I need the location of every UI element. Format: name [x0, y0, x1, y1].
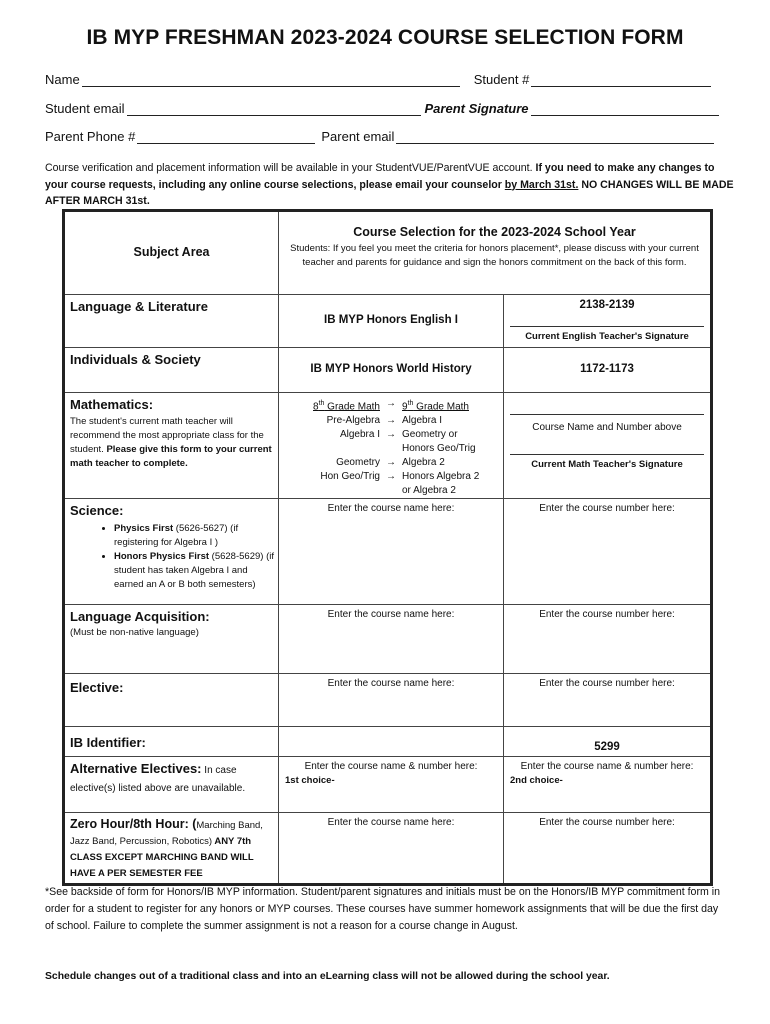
- alt-electives-subject: Alternative Electives: In case elective(s) listed above are unavailable.: [64, 757, 279, 813]
- english-teacher-signature-field[interactable]: [510, 313, 704, 327]
- math-subject: Mathematics: The student's current math teacher will recommend the most appropriate class for the student. Please give this form to your current math teacher to complete.: [64, 393, 279, 499]
- intro-warning: NO CHANGES WILL BE MADE AFTER MARCH 31st.: [45, 178, 734, 207]
- table-row: [64, 348, 712, 393]
- form-title: IB MYP FRESHMAN 2023-2024 COURSE SELECTION FORM: [86, 26, 684, 49]
- parent-email-field[interactable]: [396, 131, 714, 144]
- science-course-name-field[interactable]: Enter the course name here:: [279, 499, 504, 605]
- table-header-row: [64, 211, 712, 295]
- subject-area-header: Subject Area: [64, 211, 279, 295]
- parent-signature-field[interactable]: [531, 103, 719, 116]
- parent-contact-row: [45, 129, 725, 144]
- zero-hour-course-number-field[interactable]: Enter the course number here:: [504, 813, 712, 885]
- ind-soc-subject: Individuals & Society: [64, 348, 279, 393]
- lang-lit-course: IB MYP Honors English I: [279, 295, 504, 348]
- ib-identifier-blank: [279, 727, 504, 757]
- list-item: • Physics First (5626-5627) (if registering for Algebra I ): [114, 522, 274, 550]
- parent-phone-field[interactable]: [137, 131, 315, 144]
- course-selection-header: [279, 211, 712, 295]
- alt-elective-second-choice-field[interactable]: Enter the course name & number here: 2nd choice-: [504, 757, 712, 813]
- parent-email-label: Parent email: [321, 129, 395, 144]
- science-subject: Science: • Physics First (5626-5627) (if registering for Algebra I ) • Honors Physics First (5628-5629) (if student has taken Algebra I and earned an A or B both semesters): [64, 499, 279, 605]
- honors-footnote: *See backside of form for Honors/IB MYP information. Student/parent signatures and initials must be on the Honors/IB MYP commitment form in order for a student to register for any honors or MYP courses. These courses have summer homework assignments that will be due the first day of school. Failure to complete the summer assignment is not a reason for a course change in August.: [45, 886, 720, 932]
- lang-lit-number: 2138-2139 Current English Teacher's Signature: [504, 295, 712, 348]
- ind-soc-course: IB MYP Honors World History: [279, 348, 504, 393]
- elective-course-name-field[interactable]: Enter the course name here:: [279, 674, 504, 727]
- intro-bold: If you need to make any changes to your course requests, including any online course selections, please email your counselor: [45, 162, 715, 191]
- table-row: [64, 393, 712, 499]
- email-row: [45, 101, 725, 116]
- intro-paragraph: [45, 160, 735, 210]
- student-number-field[interactable]: [531, 74, 711, 87]
- grade9-heading: 9th Grade Math: [402, 400, 469, 413]
- honors-note: Students: If you feel you meet the criteria for honors placement*, please discuss with your current teacher and parents for guidance and sign the honors commitment on the back of this form.: [290, 242, 699, 268]
- student-email-field[interactable]: [127, 103, 421, 116]
- math-pathway: 8th Grade Math → 9th Grade Math Pre-Algebra → Algebra I Algebra I → Geometry or Honors Geo/Trig Geometry → Algebra 2 Hon Geo/Trig → Honors Algebra 2 or Algebra 2: [279, 393, 504, 499]
- table-row: [64, 499, 712, 605]
- course-selection-title: Course Selection for the 2023-2024 School Year: [353, 225, 636, 239]
- elective-course-number-field[interactable]: Enter the course number here:: [504, 674, 712, 727]
- parent-signature-label: Parent Signature: [424, 101, 529, 116]
- alt-elective-first-choice-field[interactable]: Enter the course name & number here: 1st choice-: [279, 757, 504, 813]
- english-signature-label: Current English Teacher's Signature: [525, 330, 689, 342]
- intro-text: Course verification and placement information will be available in your StudentVUE/ParentVUE account.: [45, 162, 536, 174]
- math-signature-label: Current Math Teacher's Signature: [531, 458, 683, 470]
- elearning-warning: Schedule changes out of a traditional class and into an eLearning class will not be allowed during the school year.: [45, 971, 610, 982]
- table-row: [64, 605, 712, 674]
- intro-deadline: by March 31st.: [504, 178, 579, 191]
- table-row: [64, 295, 712, 348]
- ind-soc-number: 1172-1173: [504, 348, 712, 393]
- math-course-label: Course Name and Number above: [532, 422, 682, 433]
- first-choice-label: 1st choice-: [285, 774, 335, 786]
- lang-acq-subject: Language Acquisition: (Must be non-native language): [64, 605, 279, 674]
- course-selection-table: [62, 209, 713, 886]
- math-teacher-signature-field[interactable]: [510, 435, 704, 455]
- table-row: [64, 727, 712, 757]
- table-row: [64, 813, 712, 885]
- table-row: [64, 757, 712, 813]
- zero-hour-subject: Zero Hour/8th Hour: (Marching Band, Jazz Band, Percussion, Robotics) ANY 7th CLASS EXCEPT MARCHING BAND WILL HAVE A PER SEMESTER FEE: [64, 813, 279, 885]
- math-recommendation: [504, 393, 712, 499]
- table-row: [64, 674, 712, 727]
- ib-identifier-number: 5299: [504, 727, 712, 757]
- math-course-field[interactable]: [510, 393, 704, 415]
- list-item: • Honors Physics First (5628-5629) (if student has taken Algebra I and earned an A or B both semesters): [114, 550, 274, 592]
- lang-acq-course-number-field[interactable]: Enter the course number here:: [504, 605, 712, 674]
- name-field[interactable]: [82, 74, 460, 87]
- zero-hour-course-name-field[interactable]: Enter the course name here:: [279, 813, 504, 885]
- lang-lit-subject: Language & Literature: [64, 295, 279, 348]
- student-email-label: Student email: [45, 101, 125, 116]
- ib-identifier-subject: IB Identifier:: [64, 727, 279, 757]
- science-course-number-field[interactable]: Enter the course number here:: [504, 499, 712, 605]
- second-choice-label: 2nd choice-: [510, 774, 563, 786]
- name-row: [45, 72, 725, 87]
- lang-acq-course-name-field[interactable]: Enter the course name here:: [279, 605, 504, 674]
- grade8-heading: 8th Grade Math: [313, 400, 380, 413]
- name-label: Name: [45, 72, 80, 87]
- elective-subject: Elective:: [64, 674, 279, 727]
- parent-phone-label: Parent Phone #: [45, 129, 136, 144]
- student-number-label: Student #: [473, 72, 530, 87]
